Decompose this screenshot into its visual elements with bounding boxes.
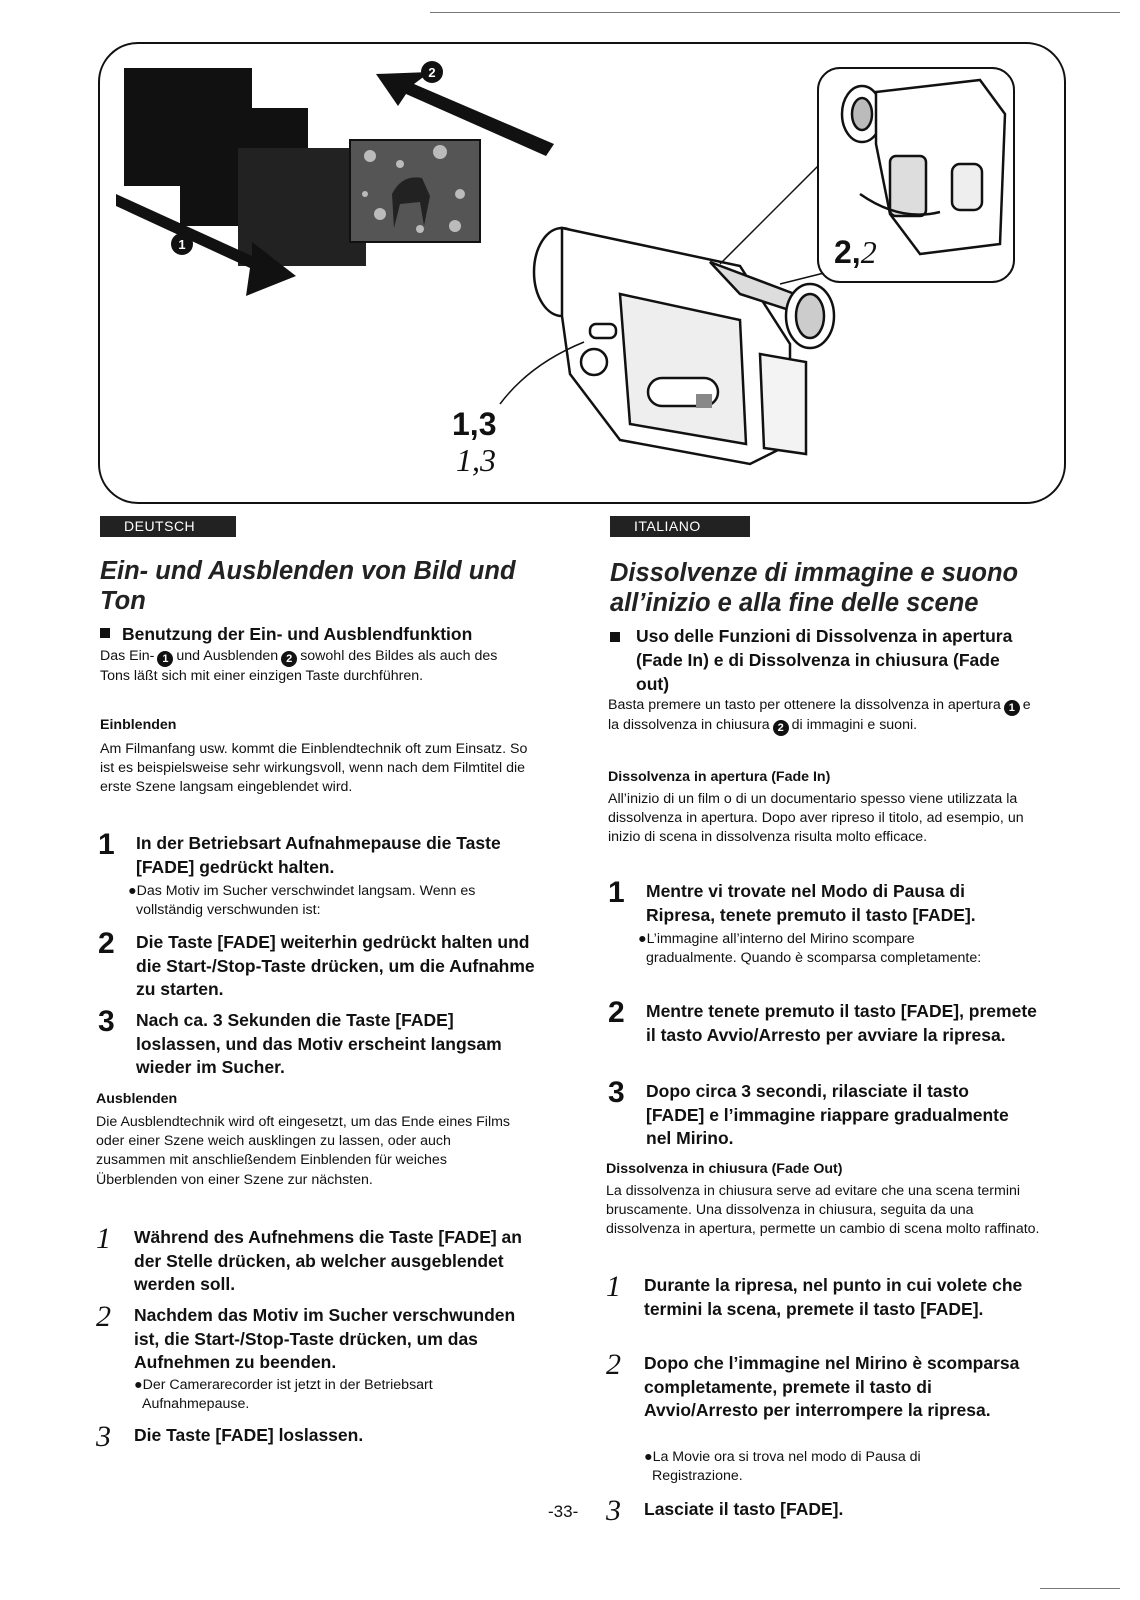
section-heading-italiano: Uso delle Funzioni di Dissolvenza in apertura (Fade In) e di Dissolvenza in chiusura (Fade out) [610, 624, 1030, 696]
step-note-deutsch: ●Der Camerarecorder ist jetzt in der Betriebsart Aufnahmepause. [134, 1377, 433, 1412]
marker-1-icon: 1 [1004, 700, 1020, 716]
step-number: 2 [98, 927, 115, 960]
inset-label-2-bold: 2,2 [834, 234, 877, 270]
subheading-fade-out-deutsch: Ausblenden [96, 1091, 178, 1107]
step-number: 1 [608, 876, 625, 909]
page-number: -33- [548, 1502, 579, 1521]
camcorder-illustration [98, 42, 1066, 504]
step-text: Nachdem das Motiv im Sucher verschwunden ist, die Start-/Stop-Taste drücken, um das Aufnehmen zu beenden. [134, 1305, 516, 1372]
figure-label-1-3-italic: 1,3 [456, 442, 496, 478]
square-bullet-icon [100, 628, 110, 638]
marker-2-icon: 2 [281, 651, 297, 667]
language-tag-deutsch: DEUTSCH [100, 516, 236, 537]
square-bullet-icon [610, 632, 620, 642]
step-text: Die Taste [FADE] loslassen. [134, 1425, 364, 1445]
intro-text-italiano: Basta premere un tasto per ottenere la dissolvenza in apertura 1 e la dissolvenza in chiusura 2 di immagini e suoni. [608, 697, 1031, 734]
leader-line [780, 272, 828, 284]
step-text: Mentre tenete premuto il tasto [FADE], premete il tasto Avvio/Arresto per avviare la ripresa. [646, 1001, 1037, 1045]
scan-edge-line [1040, 1588, 1120, 1589]
step-number: 1 [98, 828, 115, 861]
language-tag-italiano: ITALIANO [610, 516, 750, 537]
step-text: Dopo che l’immagine nel Mirino è scomparsa completamente, premete il tasto di Avvio/Arresto per interrompere la ripresa. [644, 1353, 1020, 1420]
step-note-deutsch: ●Das Motiv im Sucher verschwindet langsam. Wenn es vollständig verschwunden ist: [128, 883, 476, 918]
step-text: Durante la ripresa, nel punto in cui volete che termini la scena, premete il tasto [FADE]. [644, 1275, 1023, 1319]
inset-label-2-italic: 2 [860, 234, 877, 270]
fade-in-text-deutsch: Am Filmanfang usw. kommt die Einblendtechnik oft zum Einsatz. So ist es beispielsweise sehr wirkungsvoll, wenn nach dem Filmtitel die erste Szene langsam eingeblendet wird. [100, 741, 528, 796]
figure-label-1-3-bold: 1,3 [452, 406, 497, 442]
step-text: Während des Aufnehmens die Taste [FADE] an der Stelle drücken, ab welcher ausgeblendet werden soll. [134, 1227, 522, 1294]
step-text: Die Taste [FADE] weiterhin gedrückt halten und die Start-/Stop-Taste drücken, um die Aufnahme zu starten. [136, 932, 535, 999]
scan-edge-line [430, 12, 1120, 13]
subheading-fade-out-italiano: Dissolvenza in chiusura (Fade Out) [606, 1161, 843, 1177]
step-number: 2 [96, 1300, 111, 1333]
step-text: Lasciate il tasto [FADE]. [644, 1499, 844, 1519]
svg-text:2: 2 [428, 65, 436, 80]
step-number: 3 [608, 1076, 625, 1109]
step-text: Nach ca. 3 Sekunden die Taste [FADE] loslassen, und das Motiv erscheint langsam wieder im Sucher. [136, 1010, 502, 1077]
step-text: In der Betriebsart Aufnahmepause die Taste [FADE] gedrückt halten. [136, 833, 501, 877]
marker-2-icon: 2 [773, 720, 789, 736]
step-number: 1 [96, 1222, 111, 1255]
step-note-italiano: ●L’immagine all’interno del Mirino scompare gradualmente. Quando è scomparsa completamente: [638, 931, 982, 966]
leader-line [720, 164, 820, 264]
step-number: 3 [96, 1420, 111, 1453]
illustration-drawing [100, 44, 1066, 504]
subheading-fade-in-italiano: Dissolvenza in apertura (Fade In) [608, 769, 831, 785]
section-heading-deutsch: Benutzung der Ein- und Ausblendfunktion [100, 622, 540, 646]
fade-out-text-deutsch: Die Ausblendtechnik wird oft eingesetzt, um das Ende eines Films oder einer Szene weich ausklingen zu lassen, oder auch zusammen mit anschließendem Einblenden für weiches Überblenden von einer Szene zur nächsten. [96, 1114, 511, 1188]
subheading-fade-in-deutsch: Einblenden [100, 717, 177, 733]
fade-out-text-italiano: La dissolvenza in chiusura serve ad evitare che una scena termini bruscamente. Una dissolvenza in chiusura, seguita da una dissolvenza in apertura, permette un cambio di scena molto raffinato. [606, 1183, 1040, 1238]
step-number: 3 [98, 1005, 115, 1038]
intro-text-deutsch: Das Ein- 1 und Ausblenden 2 sowohl des Bildes als auch des Tons läßt sich mit einer einzigen Taste durchführen. [100, 648, 498, 684]
step-text: Mentre vi trovate nel Modo di Pausa di Ripresa, tenete premuto il tasto [FADE]. [646, 881, 976, 925]
step-number: 2 [606, 1348, 621, 1381]
svg-text:1: 1 [178, 237, 186, 252]
fade-in-text-italiano: All’inizio di un film o di un documentario spesso viene utilizzata la dissolvenza in apertura. Dopo aver ripreso il titolo, ad esempio, un inizio di scena in dissolvenza risulta molto efficace. [608, 791, 1024, 846]
page-title-italiano: Dissolvenze di immagine e suono all’inizio e alla fine delle scene [610, 559, 1019, 617]
step-number: 3 [606, 1494, 621, 1527]
step-number: 1 [606, 1270, 621, 1303]
marker-1-icon: 1 [157, 651, 173, 667]
step-number: 2 [608, 996, 625, 1029]
page-title-deutsch: Ein- und Ausblenden von Bild und Ton [100, 557, 516, 615]
camcorder-body [534, 228, 834, 464]
step-note-italiano: ●La Movie ora si trova nel modo di Pausa di Registrazione. [644, 1449, 921, 1484]
step-text: Dopo circa 3 secondi, rilasciate il tasto [FADE] e l’immagine riappare gradualmente nel Mirino. [646, 1081, 1009, 1148]
